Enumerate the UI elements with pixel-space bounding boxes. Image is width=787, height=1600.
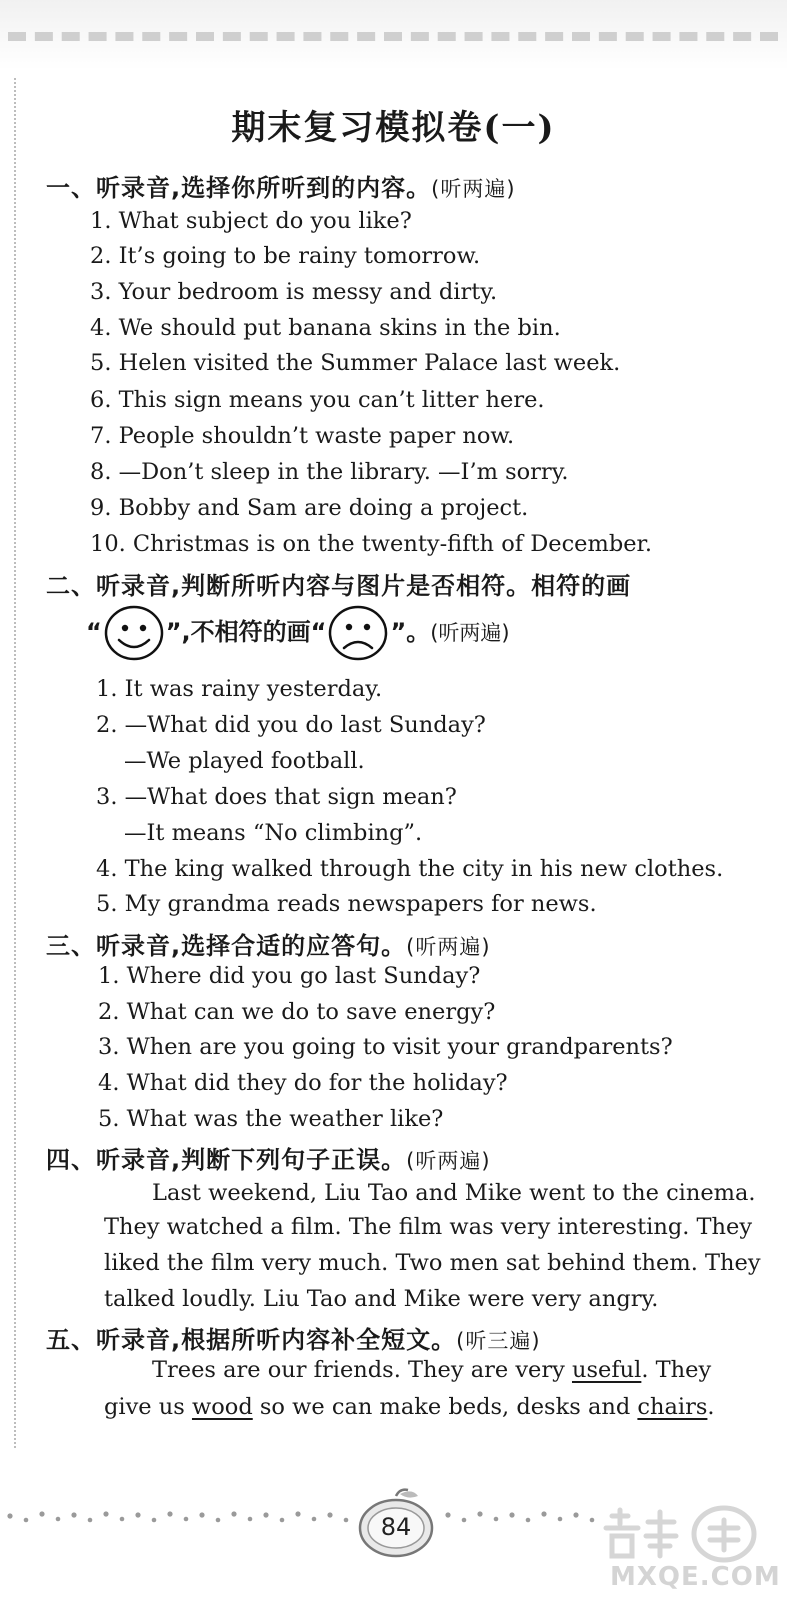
section1-item-3: 3. Your bedroom is messy and dirty. xyxy=(90,279,498,305)
section3-note: (听两遍) xyxy=(406,935,491,959)
section5-heading-text: 五、听录音,根据所听内容补全短文。 xyxy=(46,1326,457,1354)
section3-heading xyxy=(46,926,491,961)
section4-heading-text: 四、听录音,判断下列句子正误。 xyxy=(46,1146,407,1174)
section5-text: . They xyxy=(641,1357,712,1383)
section4-passage-line-1: Last weekend, Liu Tao and Mike went to the cinema. xyxy=(152,1180,756,1206)
section1-item-4: 4. We should put banana skins in the bin. xyxy=(90,315,561,341)
section4-passage-line-4: talked loudly. Liu Tao and Mike were very angry. xyxy=(104,1286,659,1312)
section4-heading xyxy=(46,1140,491,1175)
section2-note: (听两遍) xyxy=(430,621,510,645)
section2-heading-mid: ”,不相符的画“ xyxy=(165,618,327,646)
happy-face-icon xyxy=(102,604,166,662)
section2-item-2: 2. —What did you do last Sunday? xyxy=(96,712,486,738)
section4-passage-line-3: liked the film very much. Two men sat behind them. They xyxy=(104,1250,761,1276)
watermark-text: MXQE.COM xyxy=(610,1562,781,1592)
section2-heading-line2 xyxy=(86,604,510,662)
section1-heading xyxy=(46,168,516,203)
section1-item-9: 9. Bobby and Sam are doing a project. xyxy=(90,495,529,521)
section4-passage-line-2: They watched a film. The film was very interesting. They xyxy=(104,1214,753,1240)
section1-note: (听两遍) xyxy=(431,177,516,201)
section2-item-4: 4. The king walked through the city in his new clothes. xyxy=(96,856,724,882)
section1-item-7: 7. People shouldn’t waste paper now. xyxy=(90,423,515,449)
section4-note: (听两遍) xyxy=(406,1149,491,1173)
section5-heading xyxy=(46,1320,541,1355)
section1-item-10: 10. Christmas is on the twenty-fifth of December. xyxy=(90,531,652,557)
answer-useful: useful xyxy=(571,1357,642,1383)
section2-quote-open: “ xyxy=(86,618,102,646)
section5-text: Trees are our friends. They are very xyxy=(152,1357,572,1383)
section2-item-3-answer: —It means “No climbing”. xyxy=(124,820,423,846)
section3-item-4: 4. What did they do for the holiday? xyxy=(98,1070,508,1096)
section2-quote-close: ”。 xyxy=(390,618,431,646)
section1-item-6: 6. This sign means you can’t litter here. xyxy=(90,387,545,413)
section1-item-2: 2. It’s going to be rainy tomorrow. xyxy=(90,243,481,269)
section1-item-8: 8. —Don’t sleep in the library. —I’m sorry. xyxy=(90,459,569,485)
section5-text: give us xyxy=(104,1394,192,1420)
section5-passage-line-2 xyxy=(104,1394,776,1420)
section5-note: (听三遍) xyxy=(456,1329,541,1353)
section5-text: . xyxy=(707,1394,715,1420)
page-title: 期末复习模拟卷(一) xyxy=(231,108,556,148)
answer-wood: wood xyxy=(191,1394,253,1420)
section3-item-3: 3. When are you going to visit your grandparents? xyxy=(98,1034,673,1060)
section3-heading-text: 三、听录音,选择合适的应答句。 xyxy=(46,932,407,960)
section2-item-1: 1. It was rainy yesterday. xyxy=(96,676,383,702)
section1-heading-text: 一、听录音,选择你所听到的内容。 xyxy=(46,174,432,202)
page-number: 84 xyxy=(380,1513,412,1541)
section2-heading: 二、听录音,判断所听内容与图片是否相符。相符的画 xyxy=(46,572,632,600)
section1-item-1: 1. What subject do you like? xyxy=(90,208,412,234)
sad-face-icon xyxy=(326,604,390,662)
section2-item-5: 5. My grandma reads newspapers for news. xyxy=(96,891,597,917)
section2-item-2-answer: —We played football. xyxy=(124,748,365,774)
section3-item-2: 2. What can we do to save energy? xyxy=(98,999,496,1025)
answer-chairs: chairs xyxy=(637,1394,708,1420)
section3-item-5: 5. What was the weather like? xyxy=(98,1106,444,1132)
section5-passage-line-1 xyxy=(152,1357,787,1383)
section1-item-5: 5. Helen visited the Summer Palace last week. xyxy=(90,350,621,376)
section5-text: so we can make beds, desks and xyxy=(252,1394,638,1420)
section3-item-1: 1. Where did you go last Sunday? xyxy=(98,963,481,989)
section2-item-3: 3. —What does that sign mean? xyxy=(96,784,457,810)
